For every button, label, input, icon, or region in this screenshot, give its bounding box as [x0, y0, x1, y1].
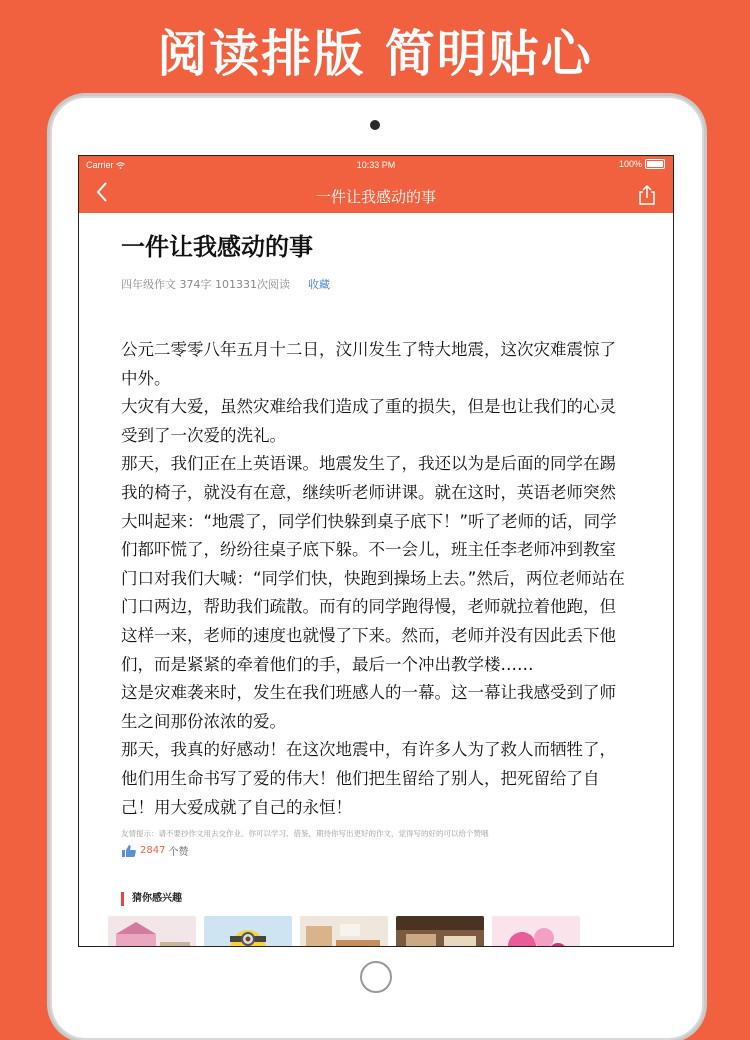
- paragraph: 那天，我真的好感动！在这次地震中，有许多人为了救人而牺牲了，他们用生命书写了爱的伟大！他们把生留给了别人，把死留给了自己！用大爱成就了自己的永恒！: [121, 740, 616, 817]
- status-time: 10:33 PM: [356, 160, 396, 170]
- like-count: 2847: [140, 845, 166, 857]
- paragraph: 公元二零零八年五月十二日，汶川发生了特大地震，这次灾难震惊了中外。: [121, 340, 616, 388]
- article-body: [121, 336, 631, 822]
- thumbnail[interactable]: [204, 916, 292, 947]
- meta-words: 374字: [179, 278, 212, 291]
- thumbs-up-icon: [121, 844, 137, 858]
- battery-icon: [645, 159, 665, 169]
- paragraph: 大灾有大爱，虽然灾难给我们造成了重的损失，但是也让我们的心灵受到了一次爱的洗礼。: [121, 397, 616, 445]
- article-meta: [121, 276, 631, 292]
- camera-icon: [370, 120, 380, 130]
- meta-reads: 101331次阅读: [215, 278, 290, 291]
- thumbnail[interactable]: [108, 916, 196, 947]
- app-screen: [78, 155, 674, 947]
- like-suffix: 个赞: [168, 847, 189, 859]
- paragraph: 这是灾难袭来时，发生在我们班感人的一幕。这一幕让我感受到了师生之间那份浓浓的爱。: [121, 683, 616, 731]
- promo-headline: 阅读排版 简明贴心: [157, 25, 593, 83]
- battery-status: 100%: [619, 159, 665, 169]
- thumbnail[interactable]: [300, 916, 388, 947]
- status-bar: [79, 156, 673, 175]
- thumbnail[interactable]: [396, 916, 484, 947]
- nav-title: 一件让我感动的事: [315, 188, 436, 206]
- navigation-bar: [79, 175, 673, 213]
- thumbnail[interactable]: [492, 916, 580, 947]
- article-title: 一件让我感动的事: [121, 233, 313, 261]
- home-button[interactable]: [360, 961, 392, 993]
- like-button[interactable]: [121, 843, 631, 858]
- share-button[interactable]: [637, 184, 657, 206]
- recommend-thumbnails: [108, 916, 644, 947]
- meta-grade: 四年级作文: [121, 278, 176, 291]
- carrier-label: Carrier: [86, 160, 125, 170]
- recommend-heading: 猜你感兴趣: [121, 892, 631, 906]
- article-content: [79, 227, 673, 947]
- favorite-link[interactable]: 收藏: [308, 278, 330, 291]
- share-icon: [637, 184, 657, 206]
- paragraph: 那天，我们正在上英语课。地震发生了，我还以为是后面的同学在踢我的椅子，就没有在意，继续听老师讲课。就在这时，英语老师突然大叫起来：“地震了，同学们快躲到桌子底下！”听了老师的话，同学们都吓慌了，纷纷往桌子底下躲。不一会儿，班主任李老师冲到教室门口对我们大喊：“同学们快，快跑到操场上去。”然后，两位老师站在门口两边，帮助我们疏散。而有的同学跑得慢，老师就拉着他跑，但这样一来，老师的速度也就慢了下来。然而，老师并没有因此丢下他们，而是紧紧的牵着他们的手，最后一个冲出教学楼……: [121, 454, 625, 674]
- friendly-tip: 友情提示：请不要抄作文用去交作业。你可以学习、借鉴，期待你写出更好的作文，觉得写的好的可以给个赞哦: [121, 829, 489, 839]
